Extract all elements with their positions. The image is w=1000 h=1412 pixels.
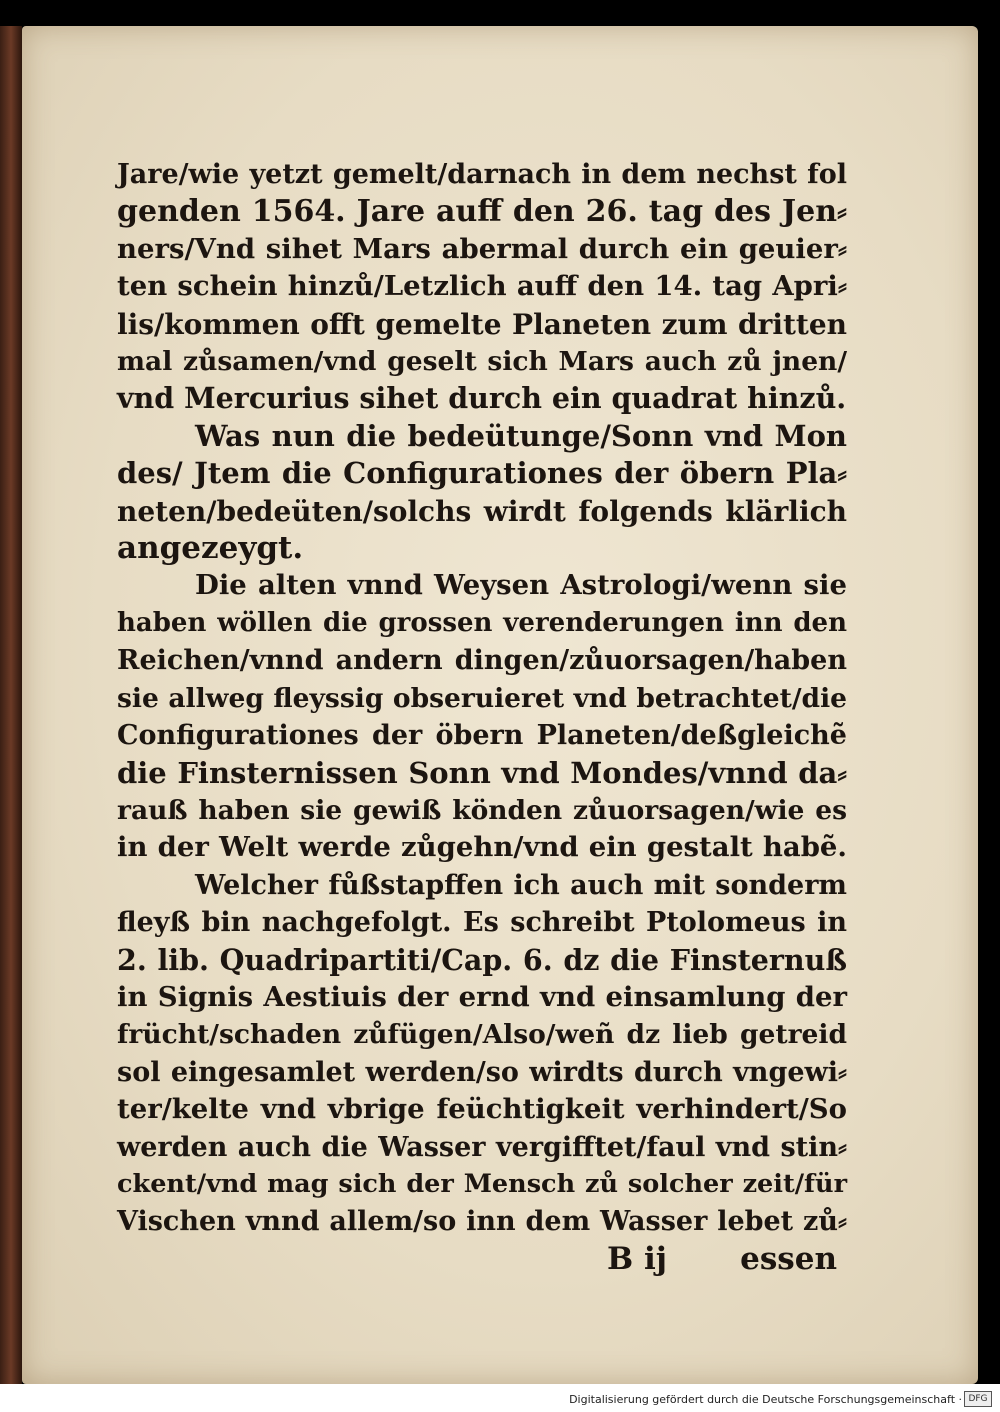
- text-line: frücht/schaden zůfügen/Also/weñ dz lieb getreid: [117, 1019, 847, 1051]
- text-line: Was nun die bedeütunge/Sonn vnd Mon: [195, 418, 847, 453]
- text-line: in Signis Aestiuis der ernd vnd einsamlung der: [117, 980, 847, 1013]
- text-line: Jare/wie yetzt gemelt/darnach in dem nechst fol: [117, 159, 847, 190]
- text-line: lis/kommen offt gemelte Planeten zum dritten: [117, 307, 847, 341]
- text-line: sol eingesamlet werden/so wirdts durch vngewi⸗: [117, 1056, 847, 1088]
- text-line: Welcher fůßstapffen ich auch mit sonderm: [195, 869, 847, 901]
- text-line: fleyß bin nachgefolgt. Es schreibt Ptolomeus in: [117, 907, 847, 939]
- book-page: [22, 26, 978, 1384]
- text-line: ners/Vnd sihet Mars abermal durch ein geuier⸗: [117, 232, 847, 265]
- body-text: [117, 156, 847, 1281]
- text-line: ckent/vnd mag sich der Mensch zů solcher zeit/für: [117, 1168, 847, 1199]
- text-line: neten/bedeüten/solchs wirdt folgends klärlich: [117, 494, 847, 528]
- text-line: Reichen/vnnd andern dingen/zůuorsagen/haben: [117, 645, 847, 677]
- text-line: vnd Mercurius sihet durch ein quadrat hinzů.: [117, 381, 847, 416]
- text-line: in der Welt werde zůgehn/vnd ein gestalt habẽ.: [117, 831, 847, 864]
- text-line: angezeygt.: [117, 530, 304, 567]
- text-line: sie allweg fleyssig obseruieret vnd betrachtet/die: [117, 682, 847, 714]
- signature-mark: B ij: [607, 1240, 667, 1277]
- text-line: ter/kelte vnd vbrige feüchtigkeit verhindert/So: [117, 1093, 847, 1126]
- page-footer-line: [117, 1241, 847, 1281]
- digitization-credit: Digitalisierung gefördert durch die Deutsche Forschungsgemeinschaft ·: [569, 1393, 962, 1406]
- text-line: Configurationes der öbern Planeten/deßgleichẽ: [117, 720, 847, 752]
- dfg-logo: DFG: [964, 1391, 992, 1407]
- book-binding-edge: [0, 26, 22, 1384]
- catchword: essen: [740, 1240, 837, 1277]
- text-line: haben wöllen die grossen verenderungen inn den: [117, 607, 847, 638]
- text-line: genden 1564. Jare auff den 26. tag des Jen⸗: [117, 194, 847, 230]
- text-line: mal zůsamen/vnd geselt sich Mars auch zů jnen/: [117, 346, 847, 378]
- text-line: 2. lib. Quadripartiti/Cap. 6. dz die Finsternuß: [117, 942, 847, 977]
- text-line: rauß haben sie gewiß könden zůuorsagen/wie es: [117, 794, 847, 826]
- credit-bar: [0, 1384, 1000, 1412]
- text-line: Die alten vnnd Weysen Astrologi/wenn sie: [195, 569, 847, 602]
- text-line: des/ Jtem die Configurationes der öbern Pla⸗: [117, 456, 847, 491]
- text-line: werden auch die Wasser vergifftet/faul vnd stin⸗: [117, 1131, 847, 1163]
- text-line: ten schein hinzů/Letzlich auff den 14. tag Apri⸗: [117, 270, 847, 303]
- text-line: die Finsternissen Sonn vnd Mondes/vnnd da⸗: [117, 755, 847, 790]
- text-line: Vischen vnnd allem/so inn dem Wasser lebet zů⸗: [117, 1206, 847, 1238]
